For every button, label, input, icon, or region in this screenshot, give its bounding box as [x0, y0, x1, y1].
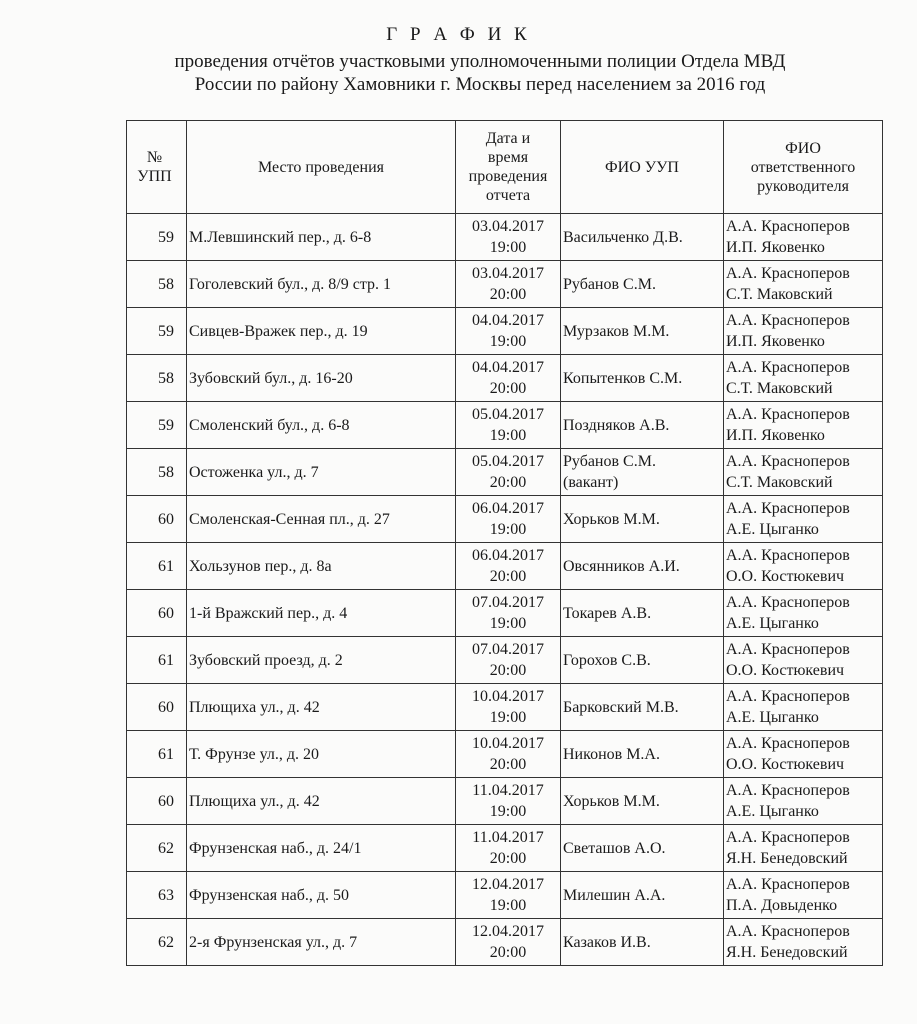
- cell-resp-1: А.А. Красноперов: [726, 829, 850, 846]
- cell-fio: [561, 731, 724, 778]
- cell-time: 19:00: [489, 427, 527, 444]
- cell-fio-name: Рубанов С.М.: [563, 453, 656, 470]
- cell-time: 19:00: [489, 615, 527, 632]
- cell-num: 63: [127, 872, 187, 919]
- cell-resp-1: А.А. Красноперов: [726, 218, 850, 235]
- cell-num: 59: [127, 214, 187, 261]
- table-row: [127, 684, 883, 731]
- cell-fio: [561, 825, 724, 872]
- cell-fio-note: (вакант): [563, 474, 619, 491]
- cell-responsible: [724, 402, 883, 449]
- cell-date-time: [456, 684, 561, 731]
- cell-resp-1: А.А. Красноперов: [726, 782, 850, 799]
- cell-fio: [561, 590, 724, 637]
- cell-time: 20:00: [489, 756, 527, 773]
- cell-resp-2: И.П. Яковенко: [726, 239, 825, 256]
- cell-time: 20:00: [489, 850, 527, 867]
- cell-date: 11.04.2017: [472, 829, 544, 846]
- table-row: [127, 825, 883, 872]
- cell-date-time: [456, 637, 561, 684]
- table-row: [127, 590, 883, 637]
- cell-resp-1: А.А. Красноперов: [726, 265, 850, 282]
- cell-fio-name: Поздняков А.В.: [563, 416, 670, 434]
- header-place: Место проведения: [187, 121, 456, 214]
- header-date-line: проведения: [468, 168, 548, 185]
- cell-date: 04.04.2017: [472, 359, 544, 376]
- cell-num: 60: [127, 496, 187, 543]
- cell-resp-2: Я.Н. Бенедовский: [726, 944, 848, 961]
- cell-resp-2: О.О. Костюкевич: [726, 756, 845, 773]
- cell-date: 11.04.2017: [472, 782, 544, 799]
- cell-num: 62: [127, 919, 187, 966]
- cell-fio-name: Васильченко Д.В.: [563, 228, 683, 246]
- cell-time: 19:00: [489, 239, 527, 256]
- cell-resp-2: П.А. Довыденко: [726, 897, 838, 914]
- cell-place: Плющиха ул., д. 42: [187, 684, 456, 731]
- cell-time: 20:00: [489, 944, 527, 961]
- cell-date: 06.04.2017: [472, 547, 544, 564]
- header-date: [456, 121, 561, 214]
- header-resp-line: ответственного: [750, 158, 856, 176]
- cell-responsible: [724, 543, 883, 590]
- cell-fio: [561, 637, 724, 684]
- cell-fio-name: Овсянников А.И.: [563, 557, 680, 575]
- cell-date-time: [456, 872, 561, 919]
- cell-resp-2: И.П. Яковенко: [726, 427, 825, 444]
- cell-resp-1: А.А. Красноперов: [726, 594, 850, 611]
- cell-resp-1: А.А. Красноперов: [726, 359, 850, 376]
- cell-date: 10.04.2017: [472, 735, 544, 752]
- table-row: [127, 308, 883, 355]
- cell-time: 20:00: [489, 662, 527, 679]
- cell-date-time: [456, 355, 561, 402]
- cell-responsible: [724, 731, 883, 778]
- cell-fio: [561, 543, 724, 590]
- cell-responsible: [724, 261, 883, 308]
- cell-place: Зубовский проезд, д. 2: [187, 637, 456, 684]
- cell-time: 20:00: [489, 568, 527, 585]
- cell-time: 20:00: [489, 286, 527, 303]
- cell-num: 61: [127, 731, 187, 778]
- table-row: [127, 543, 883, 590]
- cell-responsible: [724, 449, 883, 496]
- cell-resp-2: С.Т. Маковский: [726, 286, 833, 303]
- cell-resp-2: А.Е. Цыганко: [726, 709, 819, 726]
- cell-num: 62: [127, 825, 187, 872]
- cell-fio-name: Барковский М.В.: [563, 698, 679, 716]
- cell-responsible: [724, 590, 883, 637]
- cell-resp-2: С.Т. Маковский: [726, 380, 833, 397]
- cell-resp-2: О.О. Костюкевич: [726, 568, 845, 585]
- header-resp-line: ФИО: [785, 139, 821, 157]
- header-date-line: отчета: [485, 187, 531, 204]
- cell-resp-1: А.А. Красноперов: [726, 923, 850, 940]
- cell-fio-name: Копытенков С.М.: [563, 369, 683, 387]
- cell-fio-name: Казаков И.В.: [563, 933, 651, 951]
- cell-place: 2-я Фрунзенская ул., д. 7: [187, 919, 456, 966]
- header-fio: ФИО УУП: [561, 121, 724, 214]
- cell-date: 07.04.2017: [472, 641, 544, 658]
- cell-place: М.Левшинский пер., д. 6-8: [187, 214, 456, 261]
- cell-place: Т. Фрунзе ул., д. 20: [187, 731, 456, 778]
- cell-num: 58: [127, 261, 187, 308]
- cell-num: 58: [127, 355, 187, 402]
- cell-fio-name: Рубанов С.М.: [563, 275, 656, 293]
- cell-responsible: [724, 308, 883, 355]
- cell-resp-2: И.П. Яковенко: [726, 333, 825, 350]
- cell-resp-1: А.А. Красноперов: [726, 688, 850, 705]
- table-row: [127, 872, 883, 919]
- cell-date: 05.04.2017: [472, 453, 544, 470]
- cell-fio: [561, 778, 724, 825]
- cell-num: 60: [127, 778, 187, 825]
- cell-date-time: [456, 449, 561, 496]
- cell-resp-1: А.А. Красноперов: [726, 876, 850, 893]
- cell-num: 60: [127, 684, 187, 731]
- cell-place: Зубовский бул., д. 16-20: [187, 355, 456, 402]
- table-row: [127, 919, 883, 966]
- cell-fio-name: Светашов А.О.: [563, 839, 666, 857]
- header-num-line: УПП: [137, 168, 172, 185]
- cell-num: 60: [127, 590, 187, 637]
- cell-time: 19:00: [489, 897, 527, 914]
- cell-date-time: [456, 825, 561, 872]
- cell-resp-2: А.Е. Цыганко: [726, 803, 819, 820]
- cell-responsible: [724, 825, 883, 872]
- cell-resp-1: А.А. Красноперов: [726, 500, 850, 517]
- table-row: [127, 778, 883, 825]
- cell-time: 20:00: [489, 474, 527, 491]
- cell-date-time: [456, 731, 561, 778]
- cell-date: 06.04.2017: [472, 500, 544, 517]
- cell-fio: [561, 496, 724, 543]
- cell-fio: [561, 684, 724, 731]
- cell-date: 12.04.2017: [472, 876, 544, 893]
- table-row: [127, 496, 883, 543]
- table-header-row: [127, 121, 883, 214]
- cell-date-time: [456, 402, 561, 449]
- cell-time: 19:00: [489, 803, 527, 820]
- cell-date-time: [456, 778, 561, 825]
- cell-resp-1: А.А. Красноперов: [726, 312, 850, 329]
- cell-num: 58: [127, 449, 187, 496]
- header-responsible: [724, 121, 883, 214]
- cell-num: 59: [127, 308, 187, 355]
- cell-resp-1: А.А. Красноперов: [726, 453, 850, 470]
- cell-date: 07.04.2017: [472, 594, 544, 611]
- cell-place: Остоженка ул., д. 7: [187, 449, 456, 496]
- table-row: [127, 637, 883, 684]
- cell-place: 1-й Вражский пер., д. 4: [187, 590, 456, 637]
- cell-date: 03.04.2017: [472, 218, 544, 235]
- cell-fio: [561, 261, 724, 308]
- table-row: [127, 355, 883, 402]
- cell-resp-1: А.А. Красноперов: [726, 641, 850, 658]
- cell-place: Гоголевский бул., д. 8/9 стр. 1: [187, 261, 456, 308]
- header-date-line: время: [487, 149, 529, 166]
- table-row: [127, 731, 883, 778]
- cell-place: Плющиха ул., д. 42: [187, 778, 456, 825]
- cell-responsible: [724, 496, 883, 543]
- cell-date-time: [456, 214, 561, 261]
- cell-resp-1: А.А. Красноперов: [726, 547, 850, 564]
- cell-place: Сивцев-Вражек пер., д. 19: [187, 308, 456, 355]
- cell-fio: [561, 872, 724, 919]
- cell-date: 03.04.2017: [472, 265, 544, 282]
- cell-date: 04.04.2017: [472, 312, 544, 329]
- header-num-line: №: [146, 149, 163, 166]
- cell-num: 59: [127, 402, 187, 449]
- cell-place: Фрунзенская наб., д. 50: [187, 872, 456, 919]
- cell-time: 20:00: [489, 380, 527, 397]
- cell-fio: [561, 449, 724, 496]
- cell-responsible: [724, 919, 883, 966]
- cell-date: 05.04.2017: [472, 406, 544, 423]
- cell-fio-name: Токарев А.В.: [563, 604, 652, 622]
- cell-resp-2: А.Е. Цыганко: [726, 615, 819, 632]
- cell-date-time: [456, 590, 561, 637]
- cell-responsible: [724, 214, 883, 261]
- cell-resp-1: А.А. Красноперов: [726, 735, 850, 752]
- table-row: [127, 261, 883, 308]
- cell-resp-2: А.Е. Цыганко: [726, 521, 819, 538]
- cell-date: 12.04.2017: [472, 923, 544, 940]
- cell-date-time: [456, 496, 561, 543]
- cell-responsible: [724, 355, 883, 402]
- cell-time: 19:00: [489, 333, 527, 350]
- cell-resp-2: С.Т. Маковский: [726, 474, 833, 491]
- subtitle-line-1: проведения отчётов участковыми уполномоченными полиции Отдела МВД: [174, 51, 786, 72]
- cell-resp-2: О.О. Костюкевич: [726, 662, 845, 679]
- cell-num: 61: [127, 637, 187, 684]
- cell-fio-name: Милешин А.А.: [563, 886, 666, 904]
- cell-responsible: [724, 637, 883, 684]
- header-date-line: Дата и: [485, 130, 531, 147]
- cell-date-time: [456, 308, 561, 355]
- cell-fio-name: Хорьков М.М.: [563, 510, 660, 528]
- cell-time: 19:00: [489, 521, 527, 538]
- cell-responsible: [724, 684, 883, 731]
- header-num: [127, 121, 187, 214]
- cell-time: 19:00: [489, 709, 527, 726]
- cell-fio: [561, 402, 724, 449]
- cell-date-time: [456, 261, 561, 308]
- table-row: [127, 402, 883, 449]
- cell-place: Хользунов пер., д. 8а: [187, 543, 456, 590]
- header-resp-line: руководителя: [757, 177, 849, 195]
- cell-place: Смоленский бул., д. 6-8: [187, 402, 456, 449]
- cell-num: 61: [127, 543, 187, 590]
- document-title: Г Р А Ф И К: [386, 24, 531, 45]
- cell-fio-name: Хорьков М.М.: [563, 792, 660, 810]
- cell-date: 10.04.2017: [472, 688, 544, 705]
- cell-place: Фрунзенская наб., д. 24/1: [187, 825, 456, 872]
- cell-resp-1: А.А. Красноперов: [726, 406, 850, 423]
- document-subtitle: [120, 50, 840, 96]
- cell-fio-name: Никонов М.А.: [563, 745, 660, 763]
- cell-place: Смоленская-Сенная пл., д. 27: [187, 496, 456, 543]
- cell-date-time: [456, 543, 561, 590]
- cell-responsible: [724, 872, 883, 919]
- cell-responsible: [724, 778, 883, 825]
- schedule-table: [126, 120, 883, 966]
- cell-fio: [561, 355, 724, 402]
- table-row: [127, 449, 883, 496]
- table-row: [127, 214, 883, 261]
- cell-fio: [561, 214, 724, 261]
- cell-fio: [561, 919, 724, 966]
- cell-date-time: [456, 919, 561, 966]
- cell-fio-name: Мурзаков М.М.: [563, 322, 670, 340]
- subtitle-line-2: России по району Хамовники г. Москвы перед населением за 2016 год: [194, 74, 766, 95]
- cell-fio: [561, 308, 724, 355]
- cell-resp-2: Я.Н. Бенедовский: [726, 850, 848, 867]
- cell-fio-name: Горохов С.В.: [563, 651, 651, 669]
